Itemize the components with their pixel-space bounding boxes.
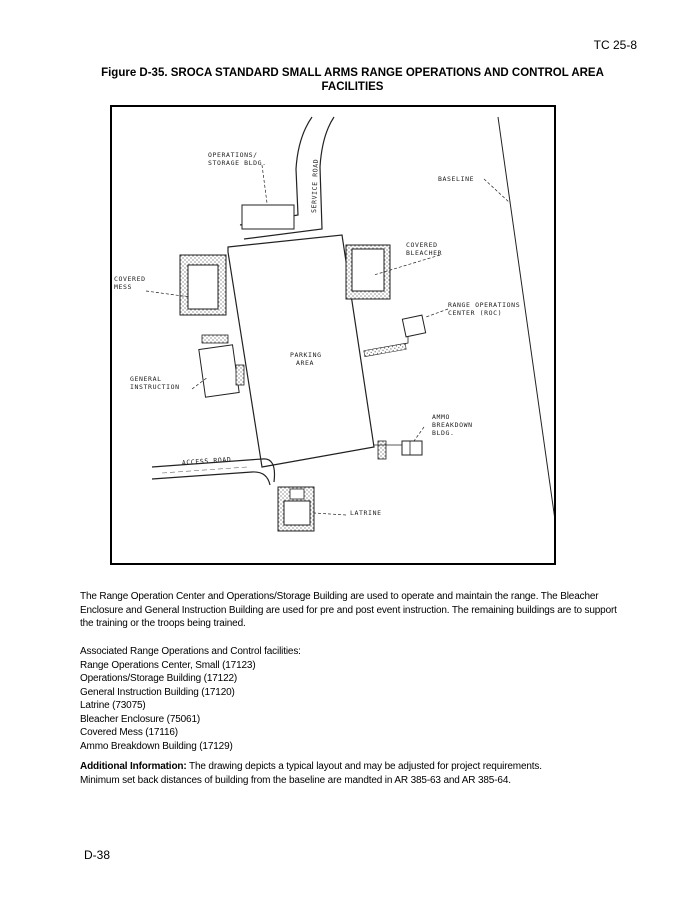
label-latrine: LATRINE (350, 509, 382, 517)
covered-bleacher (352, 249, 384, 291)
label-parking-2: AREA (296, 359, 315, 367)
figure-title-line2: FACILITIES (321, 81, 384, 93)
range-operations-center (402, 315, 425, 337)
label-operations-storage-2: STORAGE BLDG. (208, 159, 267, 167)
ammo-breakdown-building (402, 441, 422, 455)
additional-info-label: Additional Information: (80, 761, 187, 772)
figure-title (60, 66, 645, 94)
facility-item: Latrine (73075) (80, 700, 146, 711)
facilities-section (80, 645, 620, 753)
facility-item: Operations/Storage Building (17122) (80, 673, 238, 684)
label-access-road: ACCESS ROAD (181, 455, 232, 467)
label-ammo-3: BLDG. (432, 429, 455, 437)
label-ammo-2: BREAKDOWN (432, 421, 473, 429)
label-general-instruction-2: INSTRUCTION (130, 383, 180, 391)
facility-item: General Instruction Building (17120) (80, 686, 235, 698)
facility-item: Bleacher Enclosure (75061) (80, 713, 201, 725)
label-operations-storage-1: OPERATIONS/ (208, 151, 258, 159)
header-doc-code: TC 25-8 (593, 38, 637, 52)
label-covered-mess-2: MESS (114, 283, 133, 291)
additional-info (80, 760, 620, 787)
label-covered-bleacher-1: COVERED (406, 241, 438, 249)
label-roc-1: RANGE OPERATIONS (448, 301, 521, 309)
intro-paragraph: The Range Operation Center and Operations/Storage Building are used to operate and maintain the range. The Bleacher Enclosure and General Instruction Building are used for pre and post event instruction. The remaining buildings are to support the training or the troops being trained. (80, 591, 617, 629)
figure-title-line1: Figure D-35. SROCA STANDARD SMALL ARMS RANGE OPERATIONS AND CONTROL AREA (101, 67, 604, 79)
additional-info-text: The drawing depicts a typical layout and may be adjusted for project requirements. (186, 761, 542, 772)
facility-item: Covered Mess (17116) (80, 727, 178, 738)
facilities-heading: Associated Range Operations and Control facilities: (80, 646, 301, 657)
label-covered-mess-1: COVERED (114, 275, 146, 283)
covered-mess (188, 265, 218, 309)
label-parking-1: PARKING (290, 351, 322, 359)
label-roc-2: CENTER (ROC) (448, 309, 503, 317)
operations-storage-building (242, 205, 294, 229)
facility-item: Range Operations Center, Small (17123) (80, 659, 256, 671)
footer-page-number: D-38 (84, 848, 111, 862)
label-covered-bleacher-2: BLEACHER (406, 249, 443, 257)
label-general-instruction-1: GENERAL (130, 375, 162, 383)
latrine (284, 501, 310, 525)
label-ammo-1: AMMO (432, 413, 451, 421)
label-service-road: SERVICE ROAD (310, 158, 320, 214)
label-baseline: BASELINE (438, 175, 475, 183)
figure-frame (110, 105, 556, 565)
site-plan-drawing (112, 107, 556, 565)
baseline-line (498, 117, 556, 527)
general-instruction-building (199, 345, 239, 397)
facility-item: Ammo Breakdown Building (17129) (80, 740, 233, 752)
additional-info-text2: Minimum set back distances of building from the baseline are mandted in AR 385-63 and AR 385-64. (80, 774, 511, 786)
